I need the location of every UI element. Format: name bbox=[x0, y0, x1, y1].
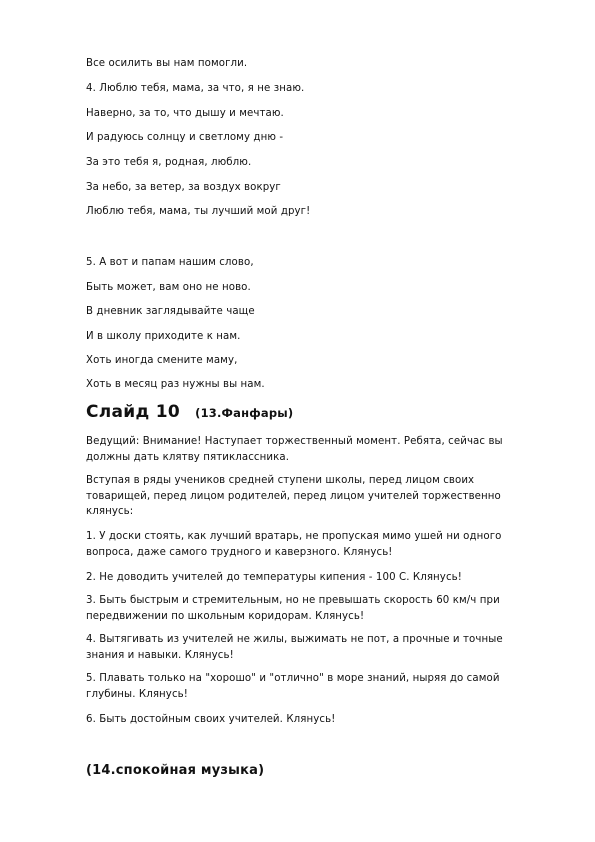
oath-item: 5. Плавать только на "хорошо" и "отлично" в море знаний, ныряя до самой глубины. Клянусь! bbox=[86, 673, 500, 700]
oath-item: 1. У доски стоять, как лучший вратарь, не пропуская мимо ушей ни одного вопроса, даже самого трудного и каверзного. Клянусь! bbox=[86, 531, 502, 558]
poem-line: В дневник заглядывайте чаще bbox=[86, 306, 255, 317]
poem-line: За небо, за ветер, за воздух вокруг bbox=[86, 182, 281, 193]
poem-line: Хоть в месяц раз нужны вы нам. bbox=[86, 379, 265, 390]
slide-title: Слайд 10 bbox=[86, 402, 181, 422]
poem-line: Люблю тебя, мама, ты лучший мой друг! bbox=[86, 206, 311, 217]
oath-item: 3. Быть быстрым и стремительным, но не превышать скорость 60 км/ч при передвижении по школьным коридорам. Клянусь! bbox=[86, 595, 500, 622]
oath-item: 6. Быть достойным своих учителей. Клянусь! bbox=[86, 714, 336, 725]
paragraph: Вступая в ряды учеников средней ступени школы, перед лицом своих товарищей, перед лицом родителей, перед лицом учителей торжественно клянусь: bbox=[86, 475, 501, 517]
oath-item: 4. Вытягивать из учителей не жилы, выжимать не пот, а прочные и точные знания и навыки. Клянусь! bbox=[86, 634, 503, 661]
slide-heading bbox=[86, 402, 293, 422]
slide-sound-note: (13.Фанфары) bbox=[195, 406, 294, 420]
poem-line: И радуюсь солнцу и светлому дню - bbox=[86, 132, 284, 143]
poem-line: 4. Люблю тебя, мама, за что, я не знаю. bbox=[86, 83, 305, 94]
music-note: (14.спокойная музыка) bbox=[86, 763, 265, 778]
poem-line: Быть может, вам оно не ново. bbox=[86, 282, 251, 293]
paragraph: Ведущий: Внимание! Наступает торжественный момент. Ребята, сейчас вы должны дать клятву пятиклассника. bbox=[86, 436, 503, 463]
poem-line: 5. А вот и папам нашим слово, bbox=[86, 257, 254, 268]
poem-line: Хоть иногда смените маму, bbox=[86, 355, 238, 366]
oath-item: 2. Не доводить учителей до температуры кипения - 100 С. Клянусь! bbox=[86, 572, 462, 583]
poem-line: Все осилить вы нам помогли. bbox=[86, 58, 248, 69]
poem-line: И в школу приходите к нам. bbox=[86, 331, 241, 342]
poem-line: Наверно, за то, что дышу и мечтаю. bbox=[86, 108, 284, 119]
poem-line: За это тебя я, родная, люблю. bbox=[86, 157, 252, 168]
